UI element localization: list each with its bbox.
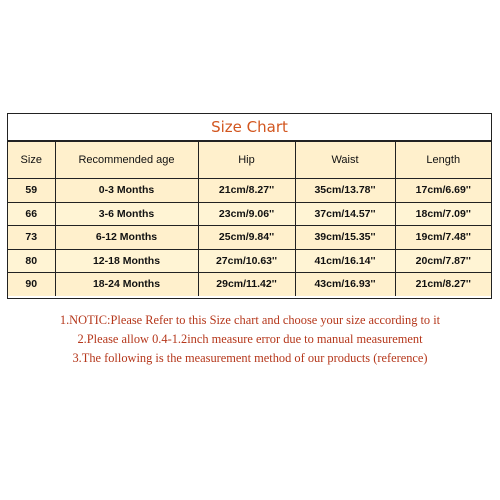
note-3: 3.The following is the measurement method of our products (reference) — [72, 351, 428, 365]
cell-waist: 41cm/16.14'' — [295, 249, 395, 273]
table-row — [8, 273, 491, 296]
note-2: 2.Please allow 0.4-1.2inch measure error due to manual measurement — [77, 332, 423, 346]
header-size: Size — [8, 142, 55, 179]
cell-age: 12-18 Months — [55, 249, 198, 273]
cell-waist: 43cm/16.93'' — [295, 273, 395, 296]
cell-length: 17cm/6.69'' — [395, 179, 491, 203]
cell-hip: 21cm/8.27'' — [198, 179, 295, 203]
notes — [0, 311, 500, 368]
table-row — [8, 202, 491, 226]
size-chart — [7, 113, 492, 299]
cell-waist: 35cm/13.78'' — [295, 179, 395, 203]
cell-length: 18cm/7.09'' — [395, 202, 491, 226]
note-1: 1.NOTIC:Please Refer to this Size chart and choose your size according to it — [59, 313, 441, 327]
table-row — [8, 226, 491, 250]
cell-length: 19cm/7.48'' — [395, 226, 491, 250]
table-row — [8, 179, 491, 203]
cell-waist: 39cm/15.35'' — [295, 226, 395, 250]
cell-age: 3-6 Months — [55, 202, 198, 226]
cell-waist: 37cm/14.57'' — [295, 202, 395, 226]
table-row — [8, 249, 491, 273]
header-length: Length — [395, 142, 491, 179]
cell-age: 6-12 Months — [55, 226, 198, 250]
cell-size: 59 — [8, 179, 55, 203]
cell-hip: 25cm/9.84'' — [198, 226, 295, 250]
size-chart-title-row — [8, 114, 491, 141]
header-recommended-age: Recommended age — [55, 142, 198, 179]
cell-size: 80 — [8, 249, 55, 273]
cell-size: 90 — [8, 273, 55, 296]
header-hip: Hip — [198, 142, 295, 179]
size-chart-title: Size Chart — [211, 118, 288, 136]
cell-length: 20cm/7.87'' — [395, 249, 491, 273]
size-table — [8, 141, 491, 296]
cell-size: 73 — [8, 226, 55, 250]
cell-age: 0-3 Months — [55, 179, 198, 203]
cell-hip: 27cm/10.63'' — [198, 249, 295, 273]
cell-length: 21cm/8.27'' — [395, 273, 491, 296]
cell-age: 18-24 Months — [55, 273, 198, 296]
cell-hip: 29cm/11.42'' — [198, 273, 295, 296]
cell-size: 66 — [8, 202, 55, 226]
header-row — [8, 142, 491, 179]
header-waist: Waist — [295, 142, 395, 179]
cell-hip: 23cm/9.06'' — [198, 202, 295, 226]
